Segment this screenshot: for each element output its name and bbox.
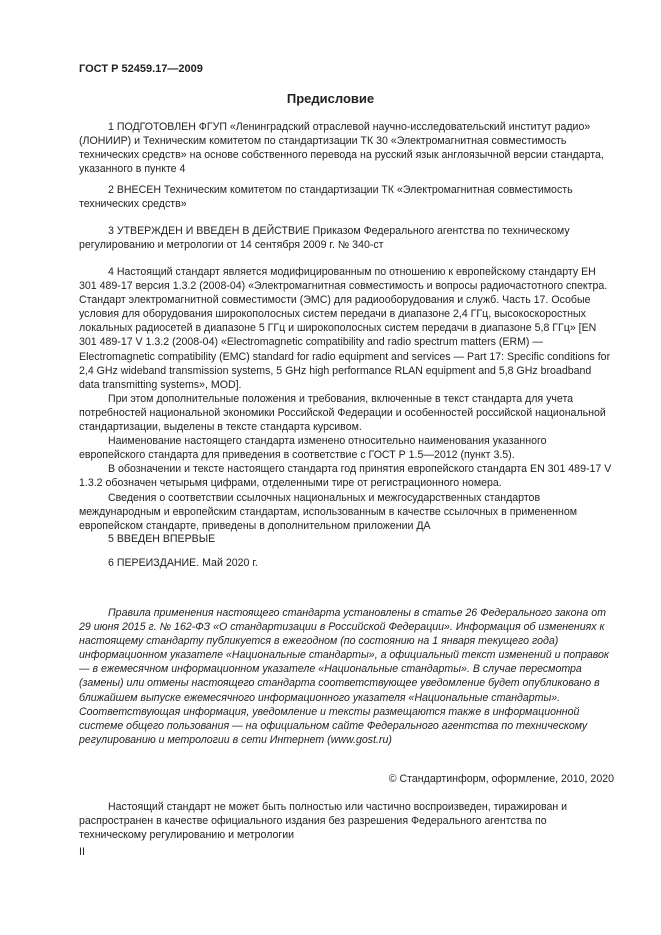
publication-notice-text: Правила применения настоящего стандарта установлены в статье 26 Федерального закона от 29 июня 2015 г. № 162-ФЗ «О стандартизации в Российской Федерации». Информация об изменениях к настоящему стандарту публикуется в ежегодном (по состоянию на 1 января текущего года) информационном указателе «Национальные стандарты», а официальный текст изменений и поправок — в ежемесячном информационном указателе «Национальные стандарты». В случае пересмотра (замены) или отмены настоящего стандарта соответствующее уведомление будет опубликовано в ближайшем выпуске ежемесячного информационного указателя «Национальные стандарты». Соответствующая информация, уведомление и тексты размещаются также в информационной системе общего пользования — на официальном сайте Федерального агентства по техническому регулированию и метрологии в сети Интернет (www.gost.ru) — [79, 607, 609, 746]
page-number: II — [79, 846, 85, 858]
item-5 — [79, 532, 614, 546]
item-3-text: 3 УТВЕРЖДЕН И ВВЕДЕН В ДЕЙСТВИЕ Приказом Федерального агентства по техническому регулированию и метрологии от 14 сентября 2009 г. № 340-ст — [79, 225, 570, 252]
reproduction-notice — [79, 800, 614, 842]
item-4-note-references: Сведения о соответствии ссылочных национальных и межгосударственных стандартов международным и европейским стандартам, использованным в качестве ссылочных в примененном европейском стандарте, приведены в дополнительном приложении ДА — [79, 491, 578, 532]
item-1 — [79, 120, 614, 176]
page-title: Предисловие — [286, 91, 375, 106]
item-4-note-additions: При этом дополнительные положения и требования, включенные в текст стандарта для учета потребностей национальной экономики Российской Федерации и особенностей российской национальной стандартизации, выделены в тексте стандарта курсивом. — [79, 392, 606, 434]
item-1-text: 1 ПОДГОТОВЛЕН ФГУП «Ленинградский отраслевой научно-исследовательский институт радио» (ЛОНИИР) и Техническим комитетом по стандартизации ТК 30 «Электромагнитная совместимость технических средств» на основе собственного перевода на русский язык англоязычной версии стандарта, указанного в пункте 4 — [79, 121, 604, 176]
item-4 — [79, 265, 614, 533]
item-6-text: 6 ПЕРЕИЗДАНИЕ. Май 2020 г. — [108, 557, 258, 569]
publication-notice — [79, 606, 614, 747]
document-header: ГОСТ Р 52459.17—2009 — [79, 63, 203, 75]
item-2 — [79, 183, 614, 211]
item-6 — [79, 556, 614, 570]
item-4-text: 4 Настоящий стандарт является модифицированным по отношению к европейскому стандарту ЕН 301 489-17 версия 1.3.2 (2008-04) «Электромагнитная совместимость и вопросы радиочастотного спектра. Стандарт электромагнитной совместимости (ЭМС) для радиооборудования и служб. Часть 17. Особые условия для оборудования широкополосных систем передачи в диапазоне 2,4 ГГц, высокоскоростных локальных радиосетей в диапазоне 5 ГГц и широкополосных систем передачи в диапазоне 5,8 ГГц» [EN 301 489-17 V 1.3.2 (2008-04) «Electromagnetic compatibility and radio spectrum matters (ERM) — Electromagnetic compatibility (EMC) standard for radio equipment and services — Part 17: Specific conditions for 2,4 GHz wideband transmission systems, 5 GHz high performance RLAN equipment and 5,8 GHz broadband data transmitting systems», MOD]. — [79, 266, 611, 391]
copyright-line: © Стандартинформ, оформление, 2010, 2020 — [388, 773, 614, 785]
item-5-text: 5 ВВЕДЕН ВПЕРВЫЕ — [108, 533, 216, 545]
item-2-text: 2 ВНЕСЕН Техническим комитетом по стандартизации ТК «Электромагнитная совместимость технических средств» — [79, 184, 573, 211]
item-4-note-title: Наименование настоящего стандарта изменено относительно наименования указанного европейского стандарта для приведения в соответствие с ГОСТ Р 1.5—2012 (пункт 3.5). — [79, 435, 547, 462]
item-4-note-designation: В обозначении и тексте настоящего стандарта год принятия европейского стандарта EN 301 489-17 V 1.3.2 обозначен четырьмя цифрами, отделенными тире от регистрационного номера. — [79, 463, 612, 490]
reproduction-notice-text: Настоящий стандарт не может быть полностью или частично воспроизведен, тиражирован и распространен в качестве официального издания без разрешения Федерального агентства по техническому регулированию и метрологии — [79, 801, 568, 842]
item-3 — [79, 224, 614, 252]
